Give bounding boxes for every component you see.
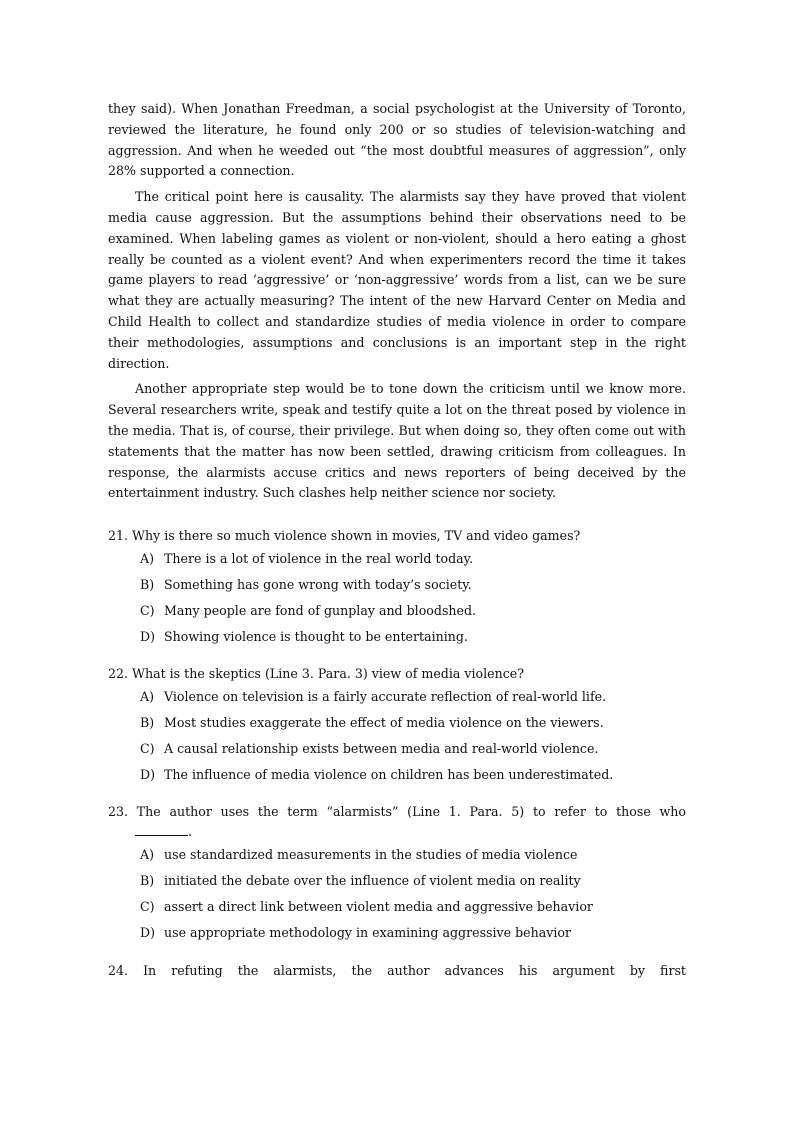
option-text: The influence of media violence on children has been underestimated. bbox=[164, 767, 614, 783]
option-b bbox=[108, 710, 686, 736]
question-23 bbox=[108, 802, 686, 946]
option-a bbox=[108, 684, 686, 710]
option-text: Something has gone wrong with today’s society. bbox=[164, 577, 472, 593]
option-c bbox=[108, 736, 686, 762]
option-d bbox=[108, 624, 686, 650]
option-text: Most studies exaggerate the effect of media violence on the viewers. bbox=[164, 715, 604, 731]
option-text: assert a direct link between violent media and aggressive behavior bbox=[164, 899, 593, 915]
answer-blank-line bbox=[108, 822, 686, 842]
option-label: D) bbox=[140, 925, 156, 941]
option-d bbox=[108, 920, 686, 946]
option-label: A) bbox=[140, 551, 155, 567]
passage-paragraph-1: they said). When Jonathan Freedman, a social psychologist at the University of Toronto, reviewed the literature, he found only 200 or so studies of television-watching and aggression. And when he weeded out “the most doubtful measures of aggression”, only 28% supported a connection. bbox=[108, 101, 686, 179]
exam-page bbox=[108, 99, 686, 981]
option-text: use standardized measurements in the studies of media violence bbox=[164, 847, 578, 863]
option-c bbox=[108, 894, 686, 920]
option-b bbox=[108, 572, 686, 598]
option-label: B) bbox=[140, 577, 155, 593]
option-text: initiated the debate over the influence of violent media on reality bbox=[164, 873, 581, 889]
option-label: A) bbox=[140, 847, 155, 863]
option-text: A causal relationship exists between media and real-world violence. bbox=[164, 741, 599, 757]
question-stem: 22. What is the skeptics (Line 3. Para. 3) view of media violence? bbox=[108, 666, 524, 682]
option-text: Many people are fond of gunplay and bloodshed. bbox=[164, 603, 477, 619]
option-label: A) bbox=[140, 689, 155, 705]
question-24 bbox=[108, 961, 686, 981]
answer-blank bbox=[135, 823, 188, 836]
option-text: Showing violence is thought to be entertaining. bbox=[164, 629, 468, 645]
passage-paragraph-3: Another appropriate step would be to tone down the criticism until we know more. Several researchers write, speak and testify quite a lot on the threat posed by violence in the media. That is, of course, their privilege. But when doing so, they often come out with statements that the matter has now been settled, drawing criticism from colleagues. In response, the alarmists accuse critics and news reporters of being deceived by the entertainment industry. Such clashes help neither science nor society. bbox=[108, 381, 686, 501]
option-label: D) bbox=[140, 767, 156, 783]
blank-end: . bbox=[188, 824, 193, 840]
option-label: C) bbox=[140, 603, 155, 619]
option-d bbox=[108, 762, 686, 788]
option-b bbox=[108, 868, 686, 894]
question-stem: 23. The author uses the term “alarmists” (Line 1. Para. 5) to refer to those who bbox=[108, 804, 686, 820]
option-c bbox=[108, 598, 686, 624]
passage-paragraph-2: The critical point here is causality. The alarmists say they have proved that violent media cause aggression. But the assumptions behind their observations need to be examined. When labeling games as violent or non-violent, should a hero eating a ghost really be counted as a violent event? And when experimenters record the time it takes game players to read ‘aggressive’ or ‘non-aggressive’ words from a list, can we be sure what they are actually measuring? The intent of the new Harvard Center on Media and Child Health to collect and standardize studies of media violence in order to compare their methodologies, assumptions and conclusions is an important step in the right direction. bbox=[108, 189, 686, 371]
option-label: B) bbox=[140, 873, 155, 889]
question-22 bbox=[108, 664, 686, 788]
option-a bbox=[108, 546, 686, 572]
option-a bbox=[108, 842, 686, 868]
question-21 bbox=[108, 526, 686, 650]
option-text: There is a lot of violence in the real world today. bbox=[164, 551, 474, 567]
option-label: B) bbox=[140, 715, 155, 731]
option-label: D) bbox=[140, 629, 156, 645]
option-text: use appropriate methodology in examining aggressive behavior bbox=[164, 925, 571, 941]
question-stem: 24. In refuting the alarmists, the author advances his argument by first bbox=[108, 963, 686, 979]
question-stem: 21. Why is there so much violence shown in movies, TV and video games? bbox=[108, 528, 581, 544]
option-label: C) bbox=[140, 741, 155, 757]
option-label: C) bbox=[140, 899, 155, 915]
option-text: Violence on television is a fairly accurate reflection of real-world life. bbox=[164, 689, 607, 705]
